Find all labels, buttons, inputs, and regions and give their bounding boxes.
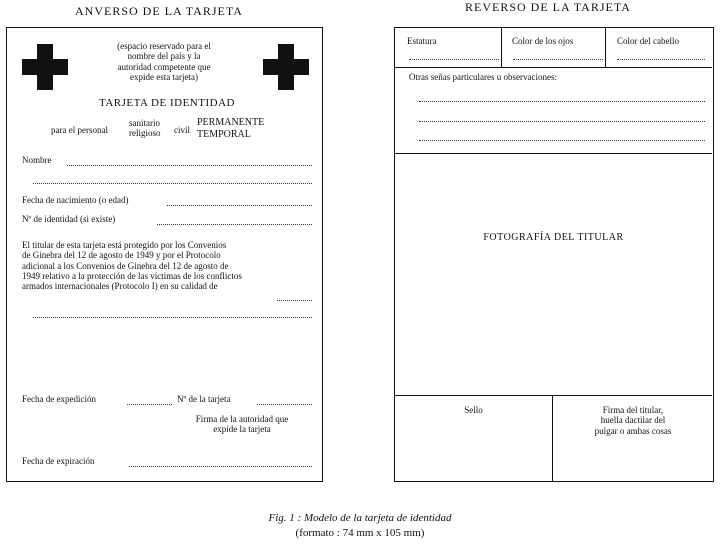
card-number-dots [257, 404, 312, 405]
issue-date-dots [127, 404, 172, 405]
top-divider-1 [501, 28, 502, 67]
holder-signature: Firma del titular, huella dactilar del pulgar o ambas cosas [594, 405, 672, 436]
birth-label: Fecha de nacimiento (o edad) [22, 195, 129, 205]
red-cross-right-icon [263, 44, 309, 90]
seal-label: Sello [464, 405, 483, 415]
id-label: Nº de identidad (si existe) [22, 214, 116, 224]
expiry-label: Fecha de expiración [22, 456, 95, 466]
red-cross-left-icon [22, 44, 68, 90]
birth-dots [167, 205, 312, 206]
figure-caption: Fig. 1 : Modelo de la tarjeta de identidad [268, 512, 452, 524]
eye-color-label: Color de los ojos [512, 36, 574, 46]
staff-types: sanitario religioso [129, 118, 161, 139]
bottom-divider [552, 395, 553, 481]
eye-color-dots [513, 59, 603, 60]
card-title: TARJETA DE IDENTIDAD [99, 97, 235, 109]
capacity-dots-1 [277, 300, 312, 301]
marks-dots-2 [419, 121, 705, 122]
name-label: Nombre [22, 155, 52, 165]
protection-text: El titular de esta tarjeta está protegido por los Convenios de Ginebra del 12 de agosto de 1949 y por el Protocolo adicional a los Convenios de Ginebra del 12 de agosto de 1949 relativo a la protección de las víctimas de los conflictos armados internacionales (Protocolo I) en su calidad de [22, 240, 242, 292]
hair-color-dots [617, 59, 705, 60]
top-row-line [395, 67, 712, 68]
marks-dots-1 [419, 101, 705, 102]
duration-types: PERMANENTE TEMPORAL [197, 117, 265, 140]
staff-prefix: para el personal [51, 125, 108, 135]
expiry-dots [129, 466, 312, 467]
photo-label: FOTOGRAFÍA DEL TITULAR [483, 232, 624, 243]
back-heading: REVERSO DE LA TARJETA [465, 0, 631, 14]
top-divider-2 [605, 28, 606, 67]
name-dots-1 [67, 165, 312, 166]
civil-label: civil [174, 125, 190, 135]
photo-bottom-line [395, 395, 712, 396]
marks-dots-3 [419, 140, 705, 141]
figure-format: (formato : 74 mm x 105 mm) [295, 527, 425, 539]
back-card [394, 27, 714, 482]
issue-date-label: Fecha de expedición [22, 394, 96, 404]
height-label: Estatura [407, 36, 437, 46]
height-dots [409, 59, 499, 60]
marks-bottom-line [395, 153, 712, 154]
name-dots-2 [33, 183, 312, 184]
hair-color-label: Color del cabello [617, 36, 679, 46]
authority-signature: Firma de la autoridad que expide la tarjeta [195, 414, 289, 435]
capacity-dots-2 [33, 317, 312, 318]
front-card [6, 27, 323, 482]
id-dots [157, 224, 312, 225]
reserved-space-note: (espacio reservado para el nombre del país y la autoridad competente que expide esta tarjeta) [117, 41, 211, 83]
marks-label: Otras señas particulares u observaciones: [409, 72, 557, 82]
front-heading: ANVERSO DE LA TARJETA [75, 4, 243, 18]
card-number-label: Nº de la tarjeta [177, 394, 231, 404]
